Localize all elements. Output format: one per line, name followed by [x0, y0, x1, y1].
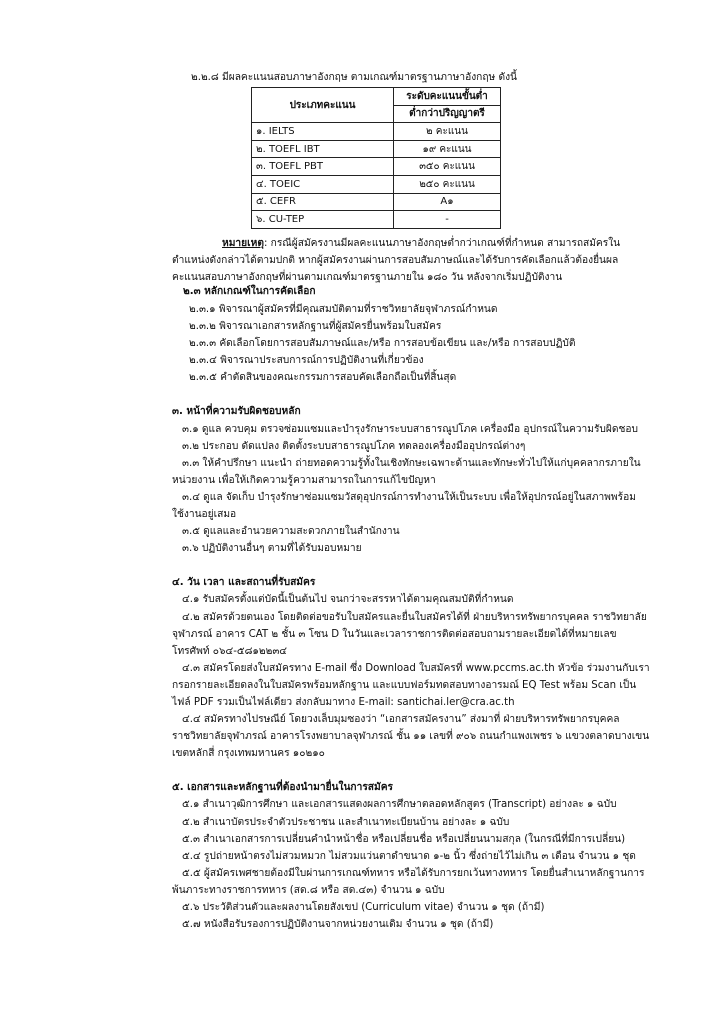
note-line-2: ตำแหน่งดังกล่าวได้ตามปกติ หากผู้สมัครงานผ่านการสอบสัมภาษณ์และได้รับการคัดเลือกแล้วต้องยื่นผล: [172, 255, 619, 266]
apply-title: ๔. วัน เวลา และสถานที่รับสมัคร: [172, 577, 316, 588]
apply-line: ๔.๓ สมัครโดยส่งใบสมัครทาง E-mail ซึ่ง Download ใบสมัครที่ www.pccms.ac.th หัวข้อ ร่วมงานกับเรา: [182, 663, 650, 674]
table-cell-min: -: [394, 211, 501, 229]
table-cell-min: A๑: [394, 193, 501, 211]
english-score-table: [251, 87, 501, 229]
english-score-intro: ๒.๒.๘ มีผลคะแนนสอบภาษาอังกฤษ ตามเกณฑ์มาตรฐานภาษาอังกฤษ ดังนี้: [191, 72, 518, 83]
duties-title: ๓. หน้าที่ความรับผิดชอบหลัก: [172, 406, 301, 417]
table-cell-min: ๑๙ คะแนน: [394, 140, 501, 158]
table-row: [252, 123, 501, 141]
duties-line: หน่วยงาน เพื่อให้เกิดความรู้ความสามารถในการแก้ไขปัญหา: [172, 475, 436, 486]
note-line-3: คะแนนสอบภาษาอังกฤษที่ผ่านตามเกณฑ์มาตรฐานภายใน ๑๘๐ วัน หลังจากเริ่มปฏิบัติงาน: [172, 272, 563, 283]
duties-line: ๓.๔ ดูแล จัดเก็บ บำรุงรักษาซ่อมแซมวัสดุอุปกรณ์การทำงานให้เป็นระบบ เพื่อให้อุปกรณ์อยู่ในสภาพพร้อม: [182, 492, 636, 503]
duties-line: ๓.๕ ดูแลและอำนวยความสะดวกภายในสำนักงาน: [182, 526, 400, 537]
apply-line: ๔.๔ สมัครทางไปรษณีย์ โดยวงเล็บมุมซองว่า “เอกสารสมัครงาน” ส่งมาที่ ฝ่ายบริหารทรัพยากรบุคคล: [182, 714, 620, 725]
docs-line: พ้นภาระทางราชการทหาร (สด.๘ หรือ สด.๔๓) จำนวน ๑ ฉบับ: [172, 885, 445, 896]
duties-line: ใช้งานอยู่เสมอ: [172, 509, 237, 520]
duties-line: ๓.๑ ดูแล ควบคุม ตรวจซ่อมแซมและบำรุงรักษาระบบสาธารณูปโภค เครื่องมือ อุปกรณ์ในความรับผิดชอบ: [182, 424, 638, 435]
docs-title: ๕. เอกสารและหลักฐานที่ต้องนำมายื่นในการสมัคร: [172, 782, 394, 793]
table-cell-type: ๕. CEFR: [252, 193, 394, 211]
table-cell-min: ๒ คะแนน: [394, 123, 501, 141]
docs-line: ๕.๔ รูปถ่ายหน้าตรงไม่สวมหมวก ไม่สวมแว่นตาดำขนาด ๑-๒ นิ้ว ซึ่งถ่ายไว้ไม่เกิน ๓ เดือน จำนวน ๑ ชุด: [182, 851, 636, 862]
table-cell-type: ๒. TOEFL IBT: [252, 140, 394, 158]
table-row: [252, 193, 501, 211]
criteria-item: ๒.๓.๕ คำตัดสินของคณะกรรมการสอบคัดเลือกถือเป็นที่สิ้นสุด: [189, 372, 457, 383]
duties-line: ๓.๒ ประกอบ ดัดแปลง ติดตั้งระบบสาธารณูปโภค ทดลองเครื่องมืออุปกรณ์ต่างๆ: [182, 441, 526, 452]
table-row: [252, 211, 501, 229]
apply-line: ไฟล์ PDF รวมเป็นไฟล์เดียว ส่งกลับมาทาง E-mail: santichai.ler@cra.ac.th: [172, 697, 515, 708]
note-line-1: : กรณีผู้สมัครงานมีผลคะแนนภาษาอังกฤษต่ำกว่าเกณฑ์ที่กำหนด สามารถสมัครใน: [264, 238, 621, 249]
duties-line: ๓.๖ ปฏิบัติงานอื่นๆ ตามที่ได้รับมอบหมาย: [182, 543, 362, 554]
table-header-min-1: ระดับคะแนนขั้นต่ำ: [394, 88, 501, 106]
table-cell-type: ๔. TOEIC: [252, 175, 394, 193]
table-header-type: ประเภทคะแนน: [252, 88, 394, 123]
table-row: [252, 175, 501, 193]
docs-line: ๕.๖ ประวัติส่วนตัวและผลงานโดยสังเขป (Curriculum vitae) จำนวน ๑ ชุด (ถ้ามี): [182, 902, 545, 913]
table-cell-min: ๓๕๐ คะแนน: [394, 158, 501, 176]
apply-line: จุฬาภรณ์ อาคาร CAT ๒ ชั้น ๓ โซน D ในวันและเวลาราชการติดต่อสอบถามรายละเอียดได้ที่หมายเลข: [172, 629, 617, 640]
table-row: [252, 158, 501, 176]
table-cell-type: ๓. TOEFL PBT: [252, 158, 394, 176]
criteria-item: ๒.๓.๑ พิจารณาผู้สมัครที่มีคุณสมบัติตามที่ราชวิทยาลัยจุฬาภรณ์กำหนด: [189, 304, 498, 315]
criteria-item: ๒.๓.๓ คัดเลือกโดยการสอบสัมภาษณ์และ/หรือ การสอบข้อเขียน และ/หรือ การสอบปฏิบัติ: [189, 338, 576, 349]
table-cell-type: ๑. IELTS: [252, 123, 394, 141]
apply-line: กรอกรายละเอียดลงในใบสมัครพร้อมหลักฐาน และแบบฟอร์มทดสอบทางอารมณ์ EQ Test พร้อม Scan เป็น: [172, 680, 637, 691]
docs-line: ๕.๒ สำเนาบัตรประจำตัวประชาชน และสำเนาทะเบียนบ้าน อย่างละ ๑ ฉบับ: [182, 817, 510, 828]
apply-line: เขตหลักสี่ กรุงเทพมหานคร ๑๐๒๑๐: [172, 748, 325, 759]
criteria-item: ๒.๓.๔ พิจารณาประสบการณ์การปฏิบัติงานที่เกี่ยวข้อง: [189, 355, 424, 366]
note-label: หมายเหตุ: [222, 238, 264, 249]
table-row: [252, 140, 501, 158]
docs-line: ๕.๓ สำเนาเอกสารการเปลี่ยนคำนำหน้าชื่อ หรือเปลี่ยนชื่อ หรือเปลี่ยนนามสกุล (ในกรณีที่มีการเปลี่ยน): [182, 834, 626, 845]
apply-line: ๔.๒ สมัครด้วยตนเอง โดยติดต่อขอรับใบสมัครและยื่นใบสมัครได้ที่ ฝ่ายบริหารทรัพยากรบุคคล ราชวิทยาลัย: [182, 612, 647, 623]
table-cell-min: ๒๕๐ คะแนน: [394, 175, 501, 193]
table-header-min-2: ต่ำกว่าปริญญาตรี: [394, 105, 501, 123]
docs-line: ๕.๗ หนังสือรับรองการปฏิบัติงานจากหน่วยงานเดิม จำนวน ๑ ชุด (ถ้ามี): [182, 919, 494, 930]
criteria-title: ๒.๓ หลักเกณฑ์ในการคัดเลือก: [183, 286, 316, 297]
apply-line: ๔.๑ รับสมัครตั้งแต่บัดนี้เป็นต้นไป จนกว่าจะสรรหาได้ตามคุณสมบัติที่กำหนด: [182, 594, 514, 605]
table-cell-type: ๖. CU-TEP: [252, 211, 394, 229]
apply-line: โทรศัพท์ ๐๖๔-๕๘๑๒๒๓๔: [172, 646, 288, 657]
docs-line: ๕.๕ ผู้สมัครเพศชายต้องมีใบผ่านการเกณฑ์ทหาร หรือได้รับการยกเว้นทางทหาร โดยยื่นสำเนาหลักฐานการ: [182, 868, 645, 879]
criteria-item: ๒.๓.๒ พิจารณาเอกสารหลักฐานที่ผู้สมัครยื่นพร้อมใบสมัคร: [189, 321, 442, 332]
docs-line: ๕.๑ สำเนาวุฒิการศึกษา และเอกสารแสดงผลการศึกษาตลอดหลักสูตร (Transcript) อย่างละ ๑ ฉบับ: [182, 799, 617, 810]
duties-line: ๓.๓ ให้คำปรึกษา แนะนำ ถ่ายทอดความรู้ทั้งในเชิงทักษะเฉพาะด้านและทักษะทั่วไปให้แก่บุคคลากรภายใน: [182, 458, 641, 469]
apply-line: ราชวิทยาลัยจุฬาภรณ์ อาคารโรงพยาบาลจุฬาภรณ์ ชั้น ๑๑ เลขที่ ๙๐๖ ถนนกำแพงเพชร ๖ แขวงตลาดบางเขน: [172, 731, 650, 742]
